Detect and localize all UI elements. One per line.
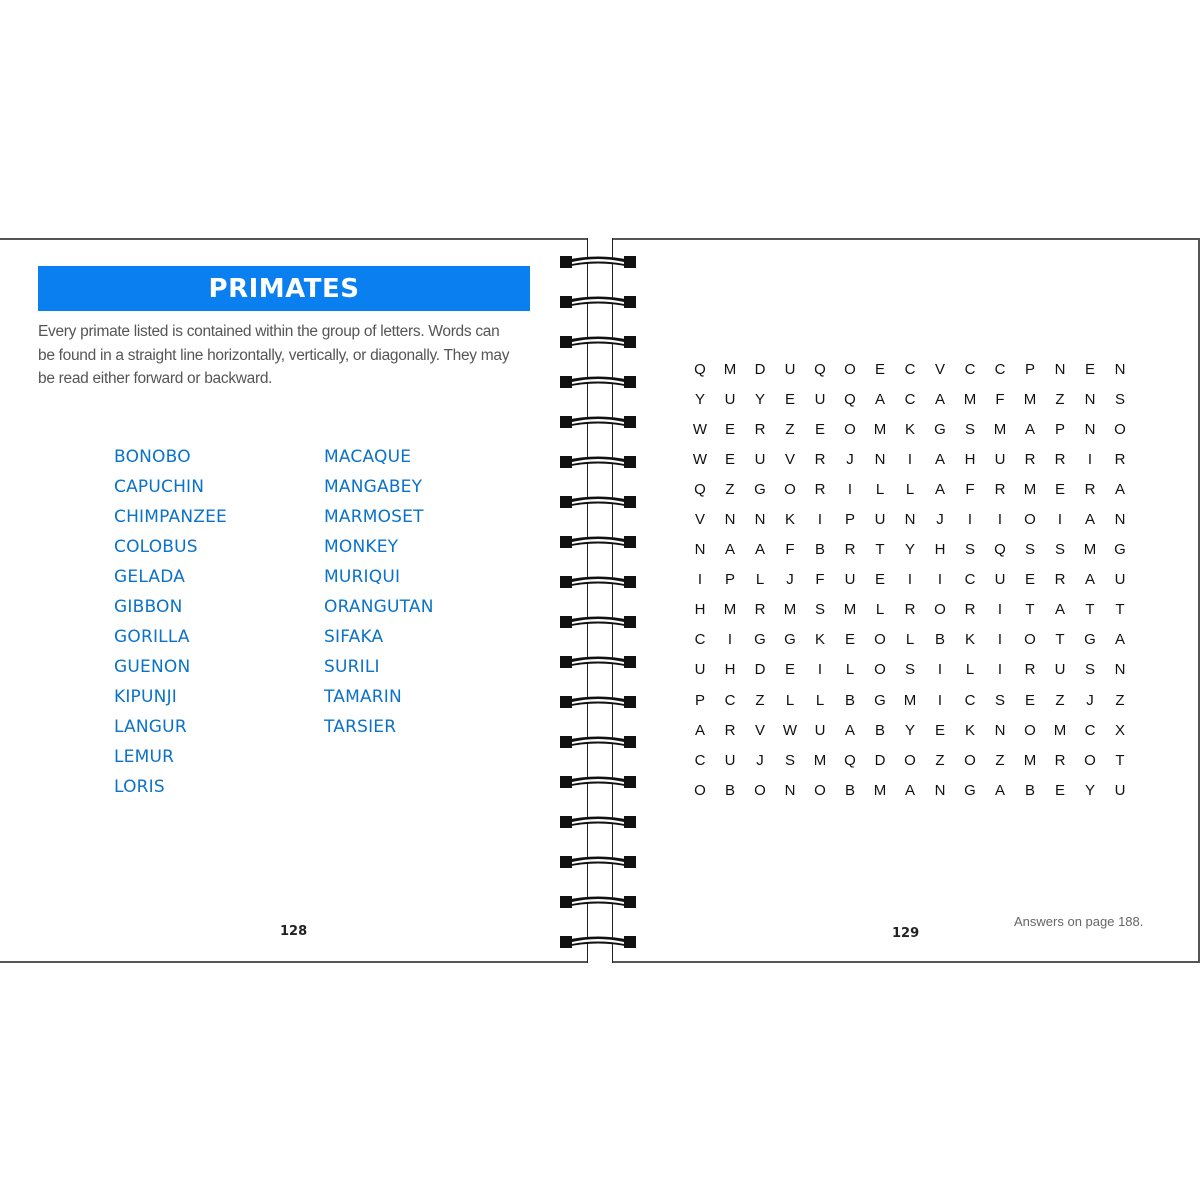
grid-letter: L [965,661,975,679]
grid-letter: K [784,511,795,529]
grid-letter: J [756,751,764,769]
grid-letter: T [1085,601,1095,619]
grid-letter: S [994,691,1005,709]
grid-letter: E [724,451,735,469]
grid-letter: O [814,781,826,799]
grid-letter: S [1114,391,1125,409]
grid-letter: I [817,511,823,529]
grid-letter: N [1114,511,1126,529]
word-list-item: COLOBUS [114,537,198,557]
grid-letter: K [814,631,825,649]
grid-letter: A [994,781,1005,799]
grid-letter: G [1114,541,1126,559]
grid-letter: R [1024,661,1036,679]
word-list-column-2 [324,444,434,744]
grid-letter: O [874,631,886,649]
grid-letter: Z [1115,691,1125,709]
grid-letter: J [846,451,854,469]
grid-letter: G [1084,631,1096,649]
grid-letter: A [1084,571,1095,589]
grid-letter: N [754,511,766,529]
grid-letter: M [1083,541,1097,559]
grid-letter: O [844,361,856,378]
grid-letter: P [1024,361,1035,378]
grid-letter: P [844,511,855,529]
spiral-ring-icon [558,334,638,350]
grid-letter: A [1114,481,1125,499]
word-list-item: MACAQUE [324,447,412,467]
grid-letter: S [784,751,795,769]
grid-letter: M [1023,751,1037,769]
grid-letter: B [844,691,855,709]
grid-letter: A [934,391,945,409]
grid-letter: C [694,631,706,649]
spiral-ring-icon [558,614,638,630]
spiral-ring-icon [558,654,638,670]
grid-letter: B [814,541,825,559]
word-list-item: GUENON [114,657,191,677]
grid-letter: M [1023,391,1037,409]
grid-letter: C [964,691,976,709]
grid-letter: O [1084,751,1096,769]
grid-letter: Q [844,751,856,769]
grid-letter: S [964,421,975,439]
word-list-item: MARMOSET [324,507,424,527]
grid-letter: Q [844,391,856,409]
spiral-ring-icon [558,934,638,950]
grid-letter: I [997,511,1003,529]
grid-letter: S [1024,541,1035,559]
word-list-item: SIFAKA [324,627,384,647]
puzzle-title-bar [38,266,530,311]
grid-letter: E [814,421,825,439]
word-list-item: BONOBO [114,447,191,467]
grid-letter: R [724,721,736,739]
grid-letter: R [1054,751,1066,769]
grid-letter: Y [754,391,765,409]
grid-letter: R [844,541,856,559]
spiral-ring-icon [558,894,638,910]
grid-letter: G [784,631,796,649]
grid-letter: A [724,541,735,559]
grid-letter: E [1054,481,1065,499]
grid-letter: I [1057,511,1063,529]
grid-letter: H [694,601,706,619]
grid-letter: G [934,421,946,439]
grid-letter: I [997,661,1003,679]
grid-letter: M [1053,721,1067,739]
grid-letter: E [1024,571,1035,589]
grid-letter: T [1115,601,1125,619]
grid-letter: E [784,661,795,679]
grid-letter: U [814,391,826,409]
right-page [612,238,1200,963]
grid-letter: O [874,661,886,679]
spiral-ring-icon [558,494,638,510]
grid-letter: N [1054,361,1066,378]
grid-letter: O [754,781,766,799]
grid-letter: R [814,451,826,469]
word-list-item: LORIS [114,777,165,797]
grid-letter: F [965,481,975,499]
grid-letter: N [904,511,916,529]
grid-letter: Q [694,361,706,378]
grid-letter: U [694,661,706,679]
grid-letter: W [692,421,708,439]
grid-letter: G [964,781,976,799]
grid-letter: N [1084,421,1096,439]
grid-letter: J [786,571,794,589]
grid-letter: G [874,691,886,709]
grid-letter: R [994,481,1006,499]
grid-letter: N [784,781,796,799]
grid-letter: S [964,541,975,559]
grid-letter: C [694,751,706,769]
puzzle-instructions: Every primate listed is contained within the group of letters. Words can be found in a straight line horizontally, vertically, or diagonally. They may be read either forward or backward. [38,323,510,387]
spiral-ring-icon [558,774,638,790]
grid-letter: U [874,511,886,529]
grid-letter: L [875,481,885,499]
grid-letter: R [1114,451,1126,469]
grid-letter: B [844,781,855,799]
grid-letter: E [874,361,885,378]
grid-letter: E [1084,361,1095,378]
spiral-ring-icon [558,254,638,270]
grid-letter: N [934,781,946,799]
grid-letter: U [724,391,736,409]
spiral-ring-icon [558,534,638,550]
grid-letter: U [994,451,1006,469]
grid-letter: M [723,361,737,378]
grid-letter: I [967,511,973,529]
grid-letter: U [784,361,796,378]
grid-letter: A [694,721,705,739]
grid-letter: Q [694,481,706,499]
grid-letter: N [724,511,736,529]
grid-letter: R [1024,451,1036,469]
spiral-ring-icon [558,814,638,830]
grid-letter: T [1115,751,1125,769]
grid-letter: M [873,421,887,439]
spiral-ring-icon [558,694,638,710]
grid-letter: E [724,421,735,439]
grid-letter: O [784,481,796,499]
grid-letter: O [904,751,916,769]
grid-letter: N [1084,391,1096,409]
grid-letter: E [874,571,885,589]
grid-letter: I [937,571,943,589]
answers-note: Answers on page 188. [1014,914,1144,929]
spiral-ring-icon [558,574,638,590]
grid-letter: F [995,391,1005,409]
grid-letter: R [1054,571,1066,589]
grid-letter: P [1054,421,1065,439]
grid-letter: U [994,571,1006,589]
grid-letter: N [1114,661,1126,679]
grid-letter: G [754,631,766,649]
grid-letter: O [1024,721,1036,739]
grid-letter: O [1114,421,1126,439]
grid-letter: U [754,451,766,469]
grid-letter: I [997,601,1003,619]
grid-letter: O [844,421,856,439]
grid-letter: R [754,421,766,439]
grid-letter: Z [1055,691,1065,709]
grid-letter: U [724,751,736,769]
grid-letter: A [934,451,945,469]
grid-letter: R [904,601,916,619]
grid-letter: A [934,481,945,499]
grid-letter: E [1024,691,1035,709]
grid-letter: P [724,571,735,589]
grid-letter: X [1114,721,1125,739]
page-number-left: 128 [280,924,308,939]
grid-letter: L [875,601,885,619]
grid-letter: Q [994,541,1006,559]
grid-letter: T [875,541,885,559]
grid-letter: C [904,391,916,409]
grid-letter: Z [935,751,945,769]
grid-letter: B [934,631,945,649]
word-list-item: CHIMPANZEE [114,507,227,527]
grid-letter: V [694,511,705,529]
word-list-item: GORILLA [114,627,190,647]
word-search-grid [685,355,1135,806]
grid-letter: M [1023,481,1037,499]
grid-letter: M [783,601,797,619]
grid-letter: G [754,481,766,499]
grid-letter: Z [1055,391,1065,409]
grid-letter: M [843,601,857,619]
grid-letter: E [934,721,945,739]
grid-letter: Z [995,751,1005,769]
grid-letter: L [815,691,825,709]
grid-letter: I [1087,451,1093,469]
grid-letter: I [997,631,1003,649]
grid-letter: O [934,601,946,619]
grid-letter: B [724,781,735,799]
grid-letter: H [934,541,946,559]
grid-letter: L [845,661,855,679]
grid-letter: U [1114,571,1126,589]
grid-letter: D [754,361,766,378]
grid-letter: E [784,391,795,409]
grid-letter: O [964,751,976,769]
grid-letter: T [1055,631,1065,649]
spiral-ring-icon [558,294,638,310]
grid-letter: O [1024,631,1036,649]
word-list-item: KIPUNJI [114,687,178,707]
grid-letter: A [1054,601,1065,619]
grid-letter: L [785,691,795,709]
grid-letter: S [1084,661,1095,679]
grid-letter: A [1114,631,1125,649]
grid-letter: B [1024,781,1035,799]
grid-letter: I [907,571,913,589]
grid-letter: R [814,481,826,499]
grid-letter: U [814,721,826,739]
grid-letter: K [964,721,975,739]
grid-letter: I [847,481,853,499]
word-list-item: CAPUCHIN [114,477,205,497]
word-list-item: ORANGUTAN [324,597,434,617]
grid-letter: W [782,721,798,739]
grid-letter: B [874,721,885,739]
word-list-item: MURIQUI [324,567,401,587]
grid-letter: P [694,691,705,709]
grid-letter: V [784,451,795,469]
grid-letter: S [904,661,915,679]
page-number-right: 129 [892,926,920,941]
grid-letter: A [1084,511,1095,529]
spiral-ring-icon [558,734,638,750]
grid-letter: M [813,751,827,769]
grid-letter: J [936,511,944,529]
grid-letter: N [694,541,706,559]
grid-letter: Q [814,361,826,378]
spiral-ring-icon [558,454,638,470]
grid-letter: M [723,601,737,619]
grid-letter: D [874,751,886,769]
grid-letter: Y [694,391,705,409]
grid-letter: M [963,391,977,409]
word-list-item: MANGABEY [324,477,423,497]
grid-letter: I [937,691,943,709]
grid-letter: V [934,361,945,378]
grid-letter: H [964,451,976,469]
grid-letter: W [692,451,708,469]
grid-letter: O [694,781,706,799]
grid-letter: O [1024,511,1036,529]
grid-letter: M [903,691,917,709]
grid-letter: U [844,571,856,589]
grid-letter: A [844,721,855,739]
puzzle-title: PRIMATES [208,273,360,304]
grid-letter: K [964,631,975,649]
grid-letter: L [905,481,915,499]
grid-letter: C [964,361,976,378]
grid-letter: A [874,391,885,409]
grid-letter: A [754,541,765,559]
grid-letter: E [844,631,855,649]
grid-letter: F [815,571,825,589]
grid-letter: Y [904,541,915,559]
grid-letter: N [994,721,1006,739]
grid-letter: R [964,601,976,619]
grid-letter: U [1114,781,1126,799]
grid-letter: L [905,631,915,649]
grid-letter: M [993,421,1007,439]
grid-letter: C [1084,721,1096,739]
grid-letter: Y [1084,781,1095,799]
word-list-item: GELADA [114,567,186,587]
grid-letter: I [907,451,913,469]
word-list-column-1 [114,444,227,804]
spiral-ring-icon [558,854,638,870]
spiral-ring-icon [558,374,638,390]
grid-letter: Y [904,721,915,739]
grid-letter: H [724,661,736,679]
grid-letter: I [937,661,943,679]
grid-letter: Z [755,691,765,709]
word-list-item: LEMUR [114,747,175,767]
grid-letter: V [754,721,765,739]
word-list-item: GIBBON [114,597,183,617]
word-list-item: LANGUR [114,717,187,737]
grid-letter: E [1054,781,1065,799]
grid-letter: M [873,781,887,799]
grid-letter: D [754,661,766,679]
word-list-item: MONKEY [324,537,399,557]
grid-letter: N [874,451,886,469]
grid-letter: R [754,601,766,619]
grid-letter: K [904,421,915,439]
grid-letter: C [994,361,1006,378]
grid-letter: I [727,631,733,649]
grid-letter: L [755,571,765,589]
word-list-item: TAMARIN [324,687,402,707]
word-list-item: TARSIER [324,717,397,737]
grid-letter: C [904,361,916,378]
grid-letter: I [697,571,703,589]
grid-letter: Z [785,421,795,439]
grid-letter: F [785,541,795,559]
spiral-ring-icon [558,414,638,430]
left-page [0,238,588,963]
grid-letter: T [1025,601,1035,619]
grid-letter: S [814,601,825,619]
grid-letter: R [1084,481,1096,499]
grid-letter: Z [725,481,735,499]
grid-letter: U [1054,661,1066,679]
grid-letter: C [964,571,976,589]
grid-letter: S [1054,541,1065,559]
grid-letter: N [1114,361,1126,378]
grid-letter: J [1086,691,1094,709]
grid-letter: A [904,781,915,799]
grid-letter: C [724,691,736,709]
grid-letter: A [1024,421,1035,439]
grid-letter: R [1054,451,1066,469]
grid-letter: I [817,661,823,679]
word-list-item: SURILI [324,657,380,677]
